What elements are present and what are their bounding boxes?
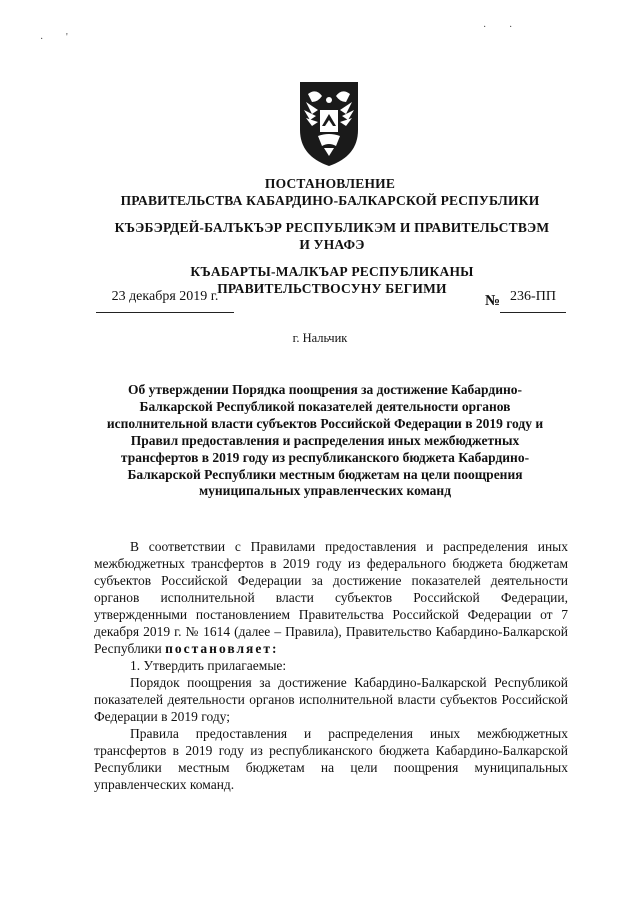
header-balkar: КЪАБАРТЫ-МАЛКЪАР РЕСПУБЛИКАНЫ ПРАВИТЕЛЬСТВОСУНУ БЕГИМИ xyxy=(190,264,474,296)
decree-word: постановляет: xyxy=(165,641,279,656)
intro-text: В соответствии с Правилами предоставления и распределения иных межбюджетных трансфертов в 2019 году из федерального бюджета бюджетам субъектов Российской Федерации за достижение показателей деятельности органов исполнительной власти субъектов Российской Федерации, утвержденными постановлением Правительства Российской Федерации от 7 декабря 2019 г. № 1614 (далее – Правила), Правительство Кабардино-Балкарской Республики xyxy=(94,539,568,656)
intro-paragraph xyxy=(94,538,568,657)
item-1a: Порядок поощрения за достижение Кабардино-Балкарской Республикой показателей деятельности органов исполнительной власти субъектов Российской Федерации в 2019 году; xyxy=(94,675,568,724)
coat-of-arms-icon xyxy=(298,80,360,168)
date-number-row xyxy=(0,289,640,319)
scan-speck: ' xyxy=(66,32,68,43)
decree-title: Об утверждении Порядка поощрения за достижение Кабардино-Балкарской Республикой показателей деятельности органов исполнительной власти субъектов Российской Федерации в 2019 году и Правил предоставления и распределения иных межбюджетных трансфертов в 2019 году из республиканского бюджета Кабардино-Балкарской Республики местным бюджетам на цели поощрения муниципальных управленческих команд xyxy=(106,382,544,499)
decree-type: ПОСТАНОВЛЕНИЕ xyxy=(264,176,396,191)
item-1: 1. Утвердить прилагаемые: xyxy=(130,658,287,673)
decree-number: 236-ПП xyxy=(500,289,566,313)
item-1b: Правила предоставления и распределения иных межбюджетных трансфертов в 2019 году из республиканского бюджета Кабардино-Балкарской Республики местным бюджетам на цели поощрения муниципальных управленческих команд. xyxy=(94,726,568,792)
decree-date: 23 декабря 2019 г. xyxy=(96,289,234,313)
scan-speck: · xyxy=(40,34,44,45)
decree-header xyxy=(60,175,600,209)
scan-speck: · xyxy=(509,22,513,33)
header-kabardian: КЪЭБЭРДЕЙ-БАЛЪКЪЭР РЕСПУБЛИКЭМ И ПРАВИТЕЛЬСТВЭМ И УНАФЭ xyxy=(114,220,550,252)
number-sign: № xyxy=(485,293,501,309)
decree-body xyxy=(94,538,568,793)
scan-speck: · xyxy=(483,22,487,33)
government-name: ПРАВИТЕЛЬСТВА КАБАРДИНО-БАЛКАРСКОЙ РЕСПУБЛИКИ xyxy=(120,193,540,208)
city: г. Нальчик xyxy=(292,331,348,345)
